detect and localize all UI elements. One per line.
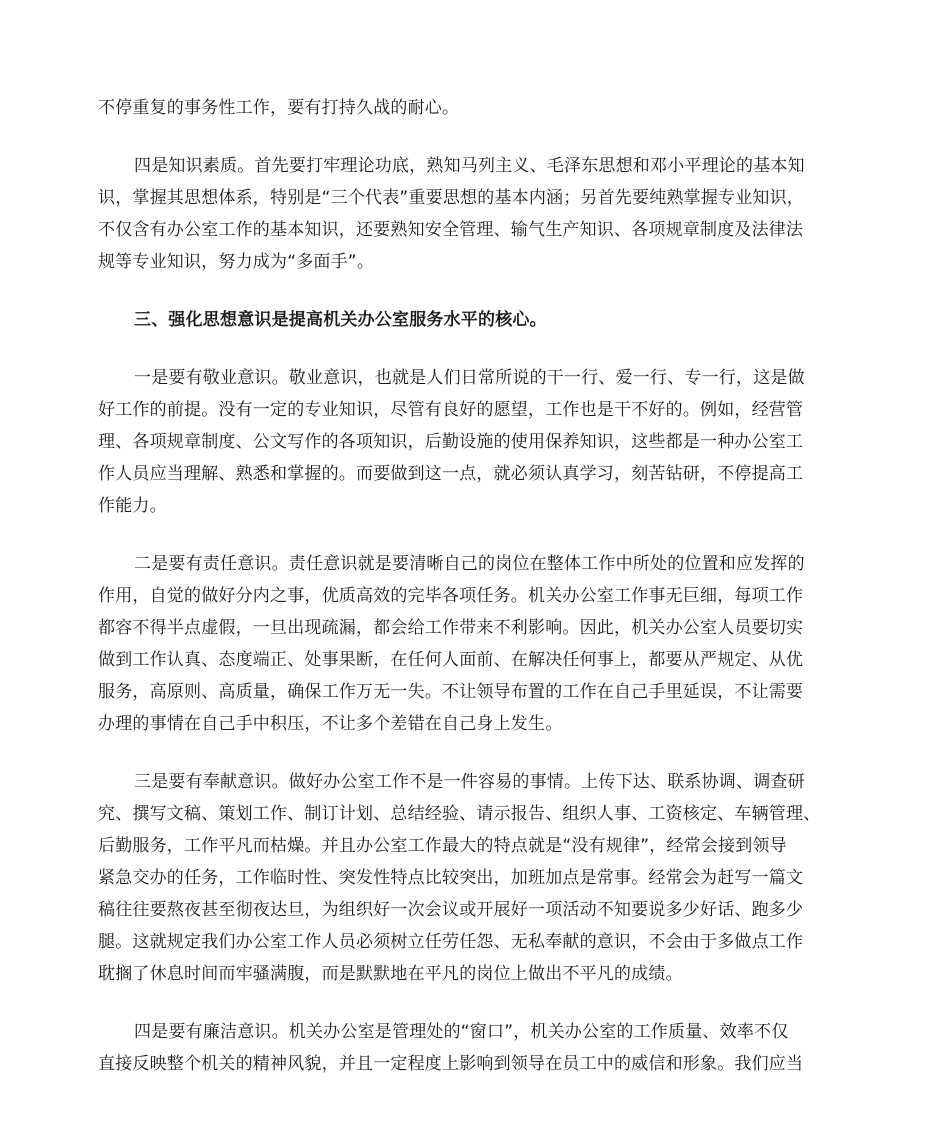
text-line: 稿往往要熬夜甚至彻夜达旦，为组织好一次会议或开展好一项活动不知要说多少好话、跑多少 (98, 900, 804, 920)
document-page (98, 92, 858, 1106)
text-line: 直接反映整个机关的精神风貌，并且一定程度上影响到领导在员工中的威信和形象。我们应当 (98, 1054, 804, 1074)
text-line: 作用，自觉的做好分内之事，优质高效的完毕各项任务。机关办公室工作事无巨细，每项工作 (98, 586, 804, 606)
text-line: 理、各项规章制度、公文写作的各项知识，后勤设施的使用保养知识，这些都是一种办公室工 (98, 432, 804, 452)
section-heading-text: 三、强化思想意识是提高机关办公室服务水平的核心。 (134, 310, 547, 330)
text-line: 后勤服务，工作平凡而枯燥。并且办公室工作最大的特点就是“没有规律”，经常会接到领导 (98, 836, 787, 856)
text-line: 究、撰写文稿、策划工作、制订计划、总结经验、请示报告、组织人事、工资核定、车辆管理、 (98, 804, 821, 824)
text-line: 不停重复的事务性工作，要有打持久战的耐心。 (98, 98, 460, 118)
section-heading (98, 304, 858, 336)
paragraph-integrity (98, 1016, 858, 1080)
text-line: 四是要有廉洁意识。机关办公室是管理处的“窗口”，机关办公室的工作质量、效率不仅 (134, 1022, 789, 1042)
paragraph-dedication (98, 362, 858, 522)
text-line: 三是要有奉献意识。做好办公室工作不是一件容易的事情。上传下达、联系协调、调查研 (134, 772, 805, 792)
text-line: 作能力。 (98, 496, 167, 516)
paragraph-devotion (98, 766, 858, 990)
text-line: 二是要有责任意识。责任意识就是要清晰自己的岗位在整体工作中所处的位置和应发挥的 (134, 554, 805, 574)
paragraph-continuation (98, 92, 858, 124)
paragraph-responsibility (98, 548, 858, 740)
text-line: 耽搁了休息时间而牢骚满腹，而是默默地在平凡的岗位上做出不平凡的成绩。 (98, 964, 683, 984)
text-line: 一是要有敬业意识。敬业意识，也就是人们日常所说的干一行、爱一行、专一行，这是做 (134, 368, 805, 388)
text-line: 紧急交办的任务，工作临时性、突发性特点比较突出，加班加点是常事。经常会为赶写一篇文 (98, 868, 804, 888)
text-line: 好工作的前提。没有一定的专业知识，尽管有良好的愿望，工作也是干不好的。例如，经营管 (98, 400, 804, 420)
text-line: 做到工作认真、态度端正、处事果断，在任何人面前、在解决任何事上，都要从严规定、从优 (98, 650, 804, 670)
text-line: 作人员应当理解、熟悉和掌握的。而要做到这一点，就必须认真学习，刻苦钻研，不停提高工 (98, 464, 804, 484)
text-line: 识，掌握其思想体系，特别是“三个代表”重要思想的基本内涵；另首先要纯熟掌握专业知识， (98, 188, 805, 208)
text-line: 规等专业知识，努力成为“多面手”。 (98, 252, 375, 272)
text-line: 腿。这就规定我们办公室工作人员必须树立任劳任怨、无私奉献的意识，不会由于多做点工作 (98, 932, 804, 952)
text-line: 办理的事情在自己手中积压，不让多个差错在自己身上发生。 (98, 714, 563, 734)
text-line: 四是知识素质。首先要打牢理论功底，熟知马列主义、毛泽东思想和邓小平理论的基本知 (134, 156, 805, 176)
text-line: 服务，高原则、高质量，确保工作万无一失。不让领导布置的工作在自己手里延误，不让需要 (98, 682, 804, 702)
paragraph-knowledge-quality (98, 150, 858, 278)
text-line: 都容不得半点虚假，一旦出现疏漏，都会给工作带来不利影响。因此，机关办公室人员要切实 (98, 618, 804, 638)
text-line: 不仅含有办公室工作的基本知识，还要熟知安全管理、输气生产知识、各项规章制度及法律法 (98, 220, 804, 240)
